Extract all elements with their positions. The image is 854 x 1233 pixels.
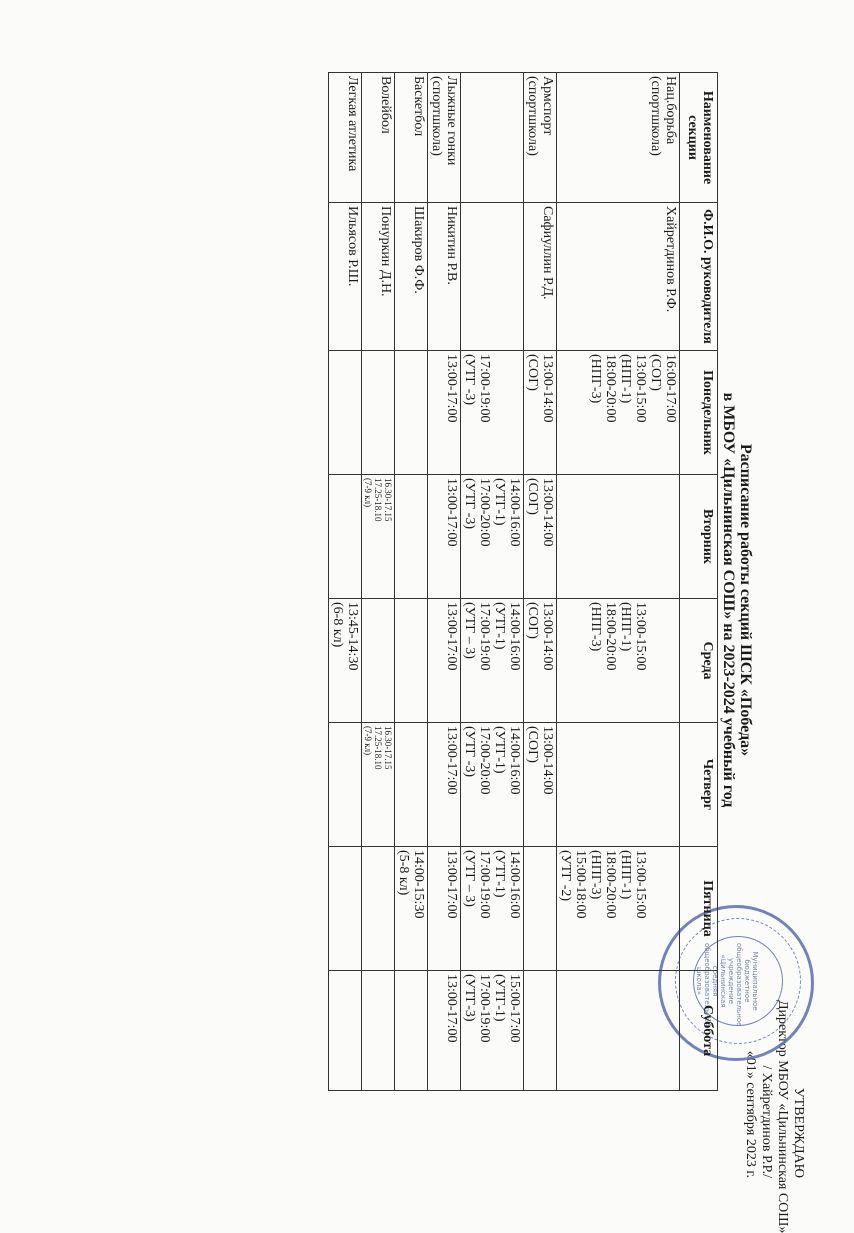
schedule-cell-fri xyxy=(461,847,524,971)
cell-line: Волейбол xyxy=(378,76,393,134)
cell-line: 18:00-20:00 xyxy=(603,354,618,423)
schedule-cell-sat xyxy=(362,971,395,1091)
cell-line: (НПГ-1) xyxy=(618,850,633,900)
cell-line: 13:00-17:00 xyxy=(444,726,459,795)
schedule-cell-mon xyxy=(461,351,524,475)
cell-line: (УТГ -2) xyxy=(558,850,573,902)
cell-line: (НПГ-3) xyxy=(588,602,603,652)
cell-line: 13:00-14:00 xyxy=(540,478,555,547)
schedule-cell-thu xyxy=(524,723,557,847)
title-line-2: в МБОУ «Цильнинская СОШ» на 2023-2024 учебный год xyxy=(720,392,737,808)
schedule-cell-wed xyxy=(362,599,395,723)
cell-line: 17.25-18.10 xyxy=(373,726,383,770)
cell-line xyxy=(663,602,678,719)
cell-line: 16.30-17.15 xyxy=(383,478,393,522)
cell-line: (СОГ) xyxy=(525,602,540,639)
cell-line: (УТГ – 3) xyxy=(462,602,477,659)
cell-line: (НПГ-1) xyxy=(618,602,633,652)
cell-line: (СОГ) xyxy=(525,478,540,515)
header-saturday: Суббота xyxy=(680,971,718,1091)
cell-line: (7-9 кл) xyxy=(363,478,373,508)
table-row xyxy=(524,73,557,1091)
cell-line: (УТГ -3) xyxy=(462,478,477,530)
cell-line: (СОГ) xyxy=(525,726,540,763)
cell-line: 13:00-17:00 xyxy=(444,850,459,919)
cell-line: 17.25-18.10 xyxy=(373,478,383,522)
cell-line: 17:00-20:00 xyxy=(477,726,492,795)
cell-line: 16.30-17.15 xyxy=(383,726,393,770)
cell-line: 18:00-20:00 xyxy=(603,850,618,919)
section-name-cell xyxy=(329,73,362,203)
cell-line: 14:00-16:00 xyxy=(507,602,522,671)
schedule-cell-thu xyxy=(329,723,362,847)
leader-name-cell: Сафиуллин Р.Д. xyxy=(524,203,557,351)
schedule-cell-wed xyxy=(524,599,557,723)
schedule-cell-wed xyxy=(329,599,362,723)
leader-name-cell: Шакиров Ф.Ф. xyxy=(395,203,428,351)
cell-line: (УТГ-1) xyxy=(492,726,507,774)
header-friday: Пятница xyxy=(680,847,718,971)
schedule-cell-tue xyxy=(362,475,395,599)
schedule-cell-wed xyxy=(428,599,461,723)
cell-line: 13:00-15:00 xyxy=(633,354,648,423)
schedule-cell-mon xyxy=(557,351,680,475)
schedule-cell-sat xyxy=(524,971,557,1091)
schedule-cell-tue xyxy=(428,475,461,599)
cell-line: 13:00-17:00 xyxy=(444,602,459,671)
header-leader: Ф.И.О. руководителя xyxy=(680,203,718,351)
schedule-cell-fri xyxy=(428,847,461,971)
cell-line: Легкая атлетика xyxy=(345,76,360,172)
cell-line: 17:00-19:00 xyxy=(477,850,492,919)
table-header-row xyxy=(680,73,718,1091)
header-thursday: Четверг xyxy=(680,723,718,847)
schedule-cell-fri xyxy=(557,847,680,971)
section-name-cell xyxy=(428,73,461,203)
cell-line: 15:00-17:00 xyxy=(507,974,522,1043)
page-title xyxy=(720,300,754,900)
approval-line-4: «01» сентября 2023 г. xyxy=(743,1050,758,1178)
cell-line: 17:00-20:00 xyxy=(477,478,492,547)
header-wednesday: Среда xyxy=(680,599,718,723)
section-name-cell xyxy=(395,73,428,203)
schedule-cell-mon xyxy=(428,351,461,475)
cell-line xyxy=(507,354,522,471)
leader-name-cell: Ильясов Р.Ш. xyxy=(329,203,362,351)
schedule-cell-tue xyxy=(557,475,680,599)
cell-line: (7-9 кл) xyxy=(363,726,373,756)
cell-line: 13:45-14:30 xyxy=(345,602,360,671)
header-tuesday: Вторник xyxy=(680,475,718,599)
schedule-cell-thu xyxy=(362,723,395,847)
title-line-1: Расписание работы секций ШСК «Победа» xyxy=(737,443,754,757)
cell-line: (УТГ-3) xyxy=(462,974,477,1022)
schedule-cell-thu xyxy=(557,723,680,847)
cell-line xyxy=(648,850,663,967)
schedule-cell-fri xyxy=(395,847,428,971)
schedule-cell-mon xyxy=(395,351,428,475)
table-row xyxy=(557,73,680,1091)
cell-line: Лыжные гонки xyxy=(444,76,459,166)
approval-line-3: / Хайретдинов Р.Р./ xyxy=(759,1065,774,1178)
cell-line: (УТГ-1) xyxy=(492,850,507,898)
cell-line: (УТГ-1) xyxy=(492,478,507,526)
schedule-cell-fri xyxy=(524,847,557,971)
table-row xyxy=(362,73,395,1091)
cell-line: (спортшкола) xyxy=(525,76,540,156)
cell-line: 13:00-15:00 xyxy=(633,850,648,919)
cell-line: 14:00-16:00 xyxy=(507,478,522,547)
table-row xyxy=(461,73,524,1091)
schedule-cell-sat xyxy=(461,971,524,1091)
schedule-cell-wed xyxy=(395,599,428,723)
cell-line: (5-8 кл) xyxy=(396,850,411,896)
cell-line: 15:00-18:00 xyxy=(573,850,588,919)
schedule-cell-sat xyxy=(428,971,461,1091)
leader-name-cell: Понуркин Д.Н. xyxy=(362,203,395,351)
schedule-table xyxy=(328,72,718,1091)
cell-line: 14:00-16:00 xyxy=(507,850,522,919)
schedule-cell-thu xyxy=(395,723,428,847)
schedule-cell-sat xyxy=(329,971,362,1091)
cell-line: 13:00-14:00 xyxy=(540,602,555,671)
schedule-cell-wed xyxy=(461,599,524,723)
cell-line: 13:00-17:00 xyxy=(444,974,459,1043)
cell-line xyxy=(648,602,663,719)
header-monday: Понедельник xyxy=(680,351,718,475)
schedule-cell-tue xyxy=(329,475,362,599)
cell-line: Армспорт xyxy=(540,76,555,136)
cell-line xyxy=(492,354,507,471)
table-row xyxy=(329,73,362,1091)
schedule-cell-mon xyxy=(524,351,557,475)
leader-name-cell xyxy=(461,203,524,351)
section-name-cell xyxy=(362,73,395,203)
cell-line: 17:00-19:00 xyxy=(477,974,492,1043)
cell-line: 14:00-15:30 xyxy=(411,850,426,919)
cell-line: (НПГ-3) xyxy=(588,850,603,900)
schedule-cell-fri xyxy=(329,847,362,971)
schedule-cell-thu xyxy=(461,723,524,847)
cell-line: 18:00-20:00 xyxy=(603,602,618,671)
cell-line: (НПГ-3) xyxy=(588,354,603,404)
cell-line: 14:00-16:00 xyxy=(507,726,522,795)
cell-line: 13:00-17:00 xyxy=(444,354,459,423)
cell-line: 17:00-19:00 xyxy=(477,354,492,423)
schedule-cell-tue xyxy=(461,475,524,599)
header-section: Наименование секции xyxy=(680,73,718,203)
stamp-text: Муниципальное бюджетное общеобразовательное учреждение «Цильнинская средняя общеобразовательная школа» xyxy=(695,943,759,1027)
cell-line: (спортшкола) xyxy=(648,76,663,156)
leader-name-cell: Хайретдинов Р.Ф. xyxy=(557,203,680,351)
cell-line: 13:00-14:00 xyxy=(540,354,555,423)
schedule-cell-mon xyxy=(329,351,362,475)
cell-line: (УТГ-1) xyxy=(492,602,507,650)
cell-line: (6-8 кл) xyxy=(330,602,345,648)
table-row xyxy=(395,73,428,1091)
cell-line: (УТГ – 3) xyxy=(462,850,477,907)
schedule-cell-tue xyxy=(395,475,428,599)
schedule-cell-sat xyxy=(395,971,428,1091)
approval-line-2: Директор МБОУ «Цильнинская СОШ» xyxy=(775,1000,790,1233)
cell-line: 13:00-17:00 xyxy=(444,478,459,547)
table-row xyxy=(428,73,461,1091)
cell-line xyxy=(663,850,678,967)
leader-name-cell: Никитин Р.В. xyxy=(428,203,461,351)
section-name-cell xyxy=(557,73,680,203)
cell-line: 16:00-17:00 xyxy=(663,354,678,423)
schedule-cell-sat xyxy=(557,971,680,1091)
section-name-cell xyxy=(461,73,524,203)
approval-line-1: УТВЕРЖДАЮ xyxy=(791,1087,806,1178)
cell-line: 13:00-14:00 xyxy=(540,726,555,795)
cell-line: Баскетбол xyxy=(411,76,426,137)
cell-line: (УТГ -3) xyxy=(462,726,477,778)
cell-line: (УТГ -3) xyxy=(462,354,477,406)
cell-line: (УТГ-1) xyxy=(492,974,507,1022)
cell-line: (СОГ) xyxy=(525,354,540,391)
cell-line: (спортшкола) xyxy=(429,76,444,156)
schedule-cell-mon xyxy=(362,351,395,475)
cell-line: 13:00-15:00 xyxy=(633,602,648,671)
schedule-cell-thu xyxy=(428,723,461,847)
schedule-cell-fri xyxy=(362,847,395,971)
section-name-cell xyxy=(524,73,557,203)
schedule-cell-tue xyxy=(524,475,557,599)
schedule-cell-wed xyxy=(557,599,680,723)
cell-line: Нац.борьба xyxy=(663,76,678,145)
cell-line: (СОГ) xyxy=(648,354,663,391)
cell-line: (НПГ-1) xyxy=(618,354,633,404)
cell-line: 17:00-19:00 xyxy=(477,602,492,671)
